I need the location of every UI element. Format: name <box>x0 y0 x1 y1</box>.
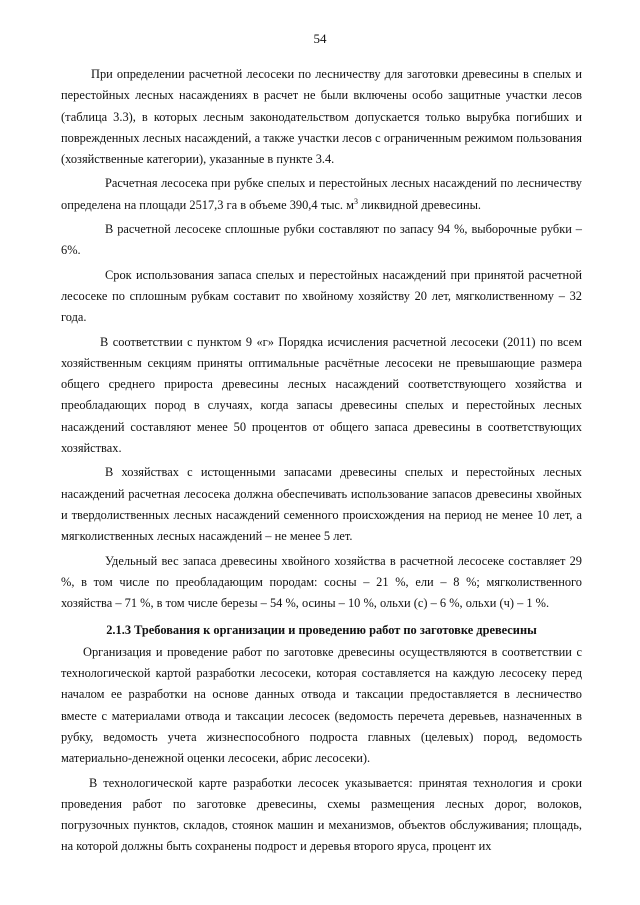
document-body <box>61 64 582 858</box>
paragraph-9: В технологической карте разработки лесосек указывается: принятая технология и сроки проведения работ по заготовке древесины, схемы размещения лесных дорог, волоков, погрузочных пунктов, складов, стоянок машин и механизмов, объектов обслуживания; площадь, на которой должны быть сохранены подрост и деревья второго яруса, процент их <box>61 775 582 854</box>
page-number: 54 <box>313 31 327 46</box>
paragraph-2-text: Расчетная лесосека при рубке спелых и перестойных лесных насаждений по лесничеству определена на площади 2517,3 га в объеме 390,4 тыс. м <box>61 176 582 212</box>
paragraph-2 <box>61 173 582 216</box>
paragraph-5: В соответствии с пунктом 9 «г» Порядка исчисления расчетной лесосеки (2011) по всем хозяйственным секциям приняты оптимальные расчётные лесосеки не превышающие размера общего среднего прироста древесины лесных насаждений соответствующего хозяйства и преобладающих пород в случаях, когда запасы древесины спелых и перестойных лесных насаждений составляют менее 50 процентов от общего запаса древесины в соответствующих хозяйствах. <box>61 334 582 456</box>
cubic-superscript: 3 <box>353 196 358 206</box>
paragraph-4: Срок использования запаса спелых и перестойных насаждений при принятой расчетной лесосеке по сплошным рубкам составит по хвойному хозяйству 20 лет, мягколиственному – 32 года. <box>61 267 582 325</box>
paragraph-7: Удельный вес запаса древесины хвойного хозяйства в расчетной лесосеке составляет 29 %, в том числе по преобладающим породам: сосны – 21 %, ели – 8 %; мягколиственного хозяйства – 71 %, в том числе березы – 54 %, осины – 10 %, ольхи (с) – 6 %, ольхи (ч) – 1 %. <box>61 553 582 611</box>
paragraph-8: Организация и проведение работ по заготовке древесины осуществляются в соответствии с технологической картой разработки лесосеки, которая составляется на каждую лесосеку перед началом ее разработки на основе данных отвода и таксации предоставляется в лесничество вместе с материалами отвода и таксации лесосек (ведомость перечета деревьев, назначенных в рубку, ведомость учета жизнеспособного подроста главных (целевых) пород, ведомость материально-денежной оценки лесосеки, абрис лесосеки). <box>61 644 582 766</box>
section-heading: 2.1.3 Требования к организации и проведению работ по заготовке древесины <box>106 623 537 638</box>
paragraph-6: В хозяйствах с истощенными запасами древесины спелых и перестойных лесных насаждений расчетная лесосека должна обеспечивать использование запасов древесины хвойных и твердолиственных лесных насаждений семенного происхождения на период не менее 10 лет, а мягколиственных лесных насаждений – не менее 5 лет. <box>61 465 582 544</box>
paragraph-2-tail: ликвидной древесины. <box>357 197 482 212</box>
paragraph-3: В расчетной лесосеке сплошные рубки составляют по запасу 94 %, выборочные рубки – 6%. <box>61 222 582 258</box>
paragraph-1: При определении расчетной лесосеки по лесничеству для заготовки древесины в спелых и перестойных лесных насаждениях в расчет не были включены особо защитные участки лесов (таблица 3.3), в которых лесным законодательством допускается только вырубка погибших и поврежденных лесных насаждений, а также участки лесов с ограниченным режимом пользования (хозяйственные категории), указанные в пункте 3.4. <box>61 67 582 167</box>
